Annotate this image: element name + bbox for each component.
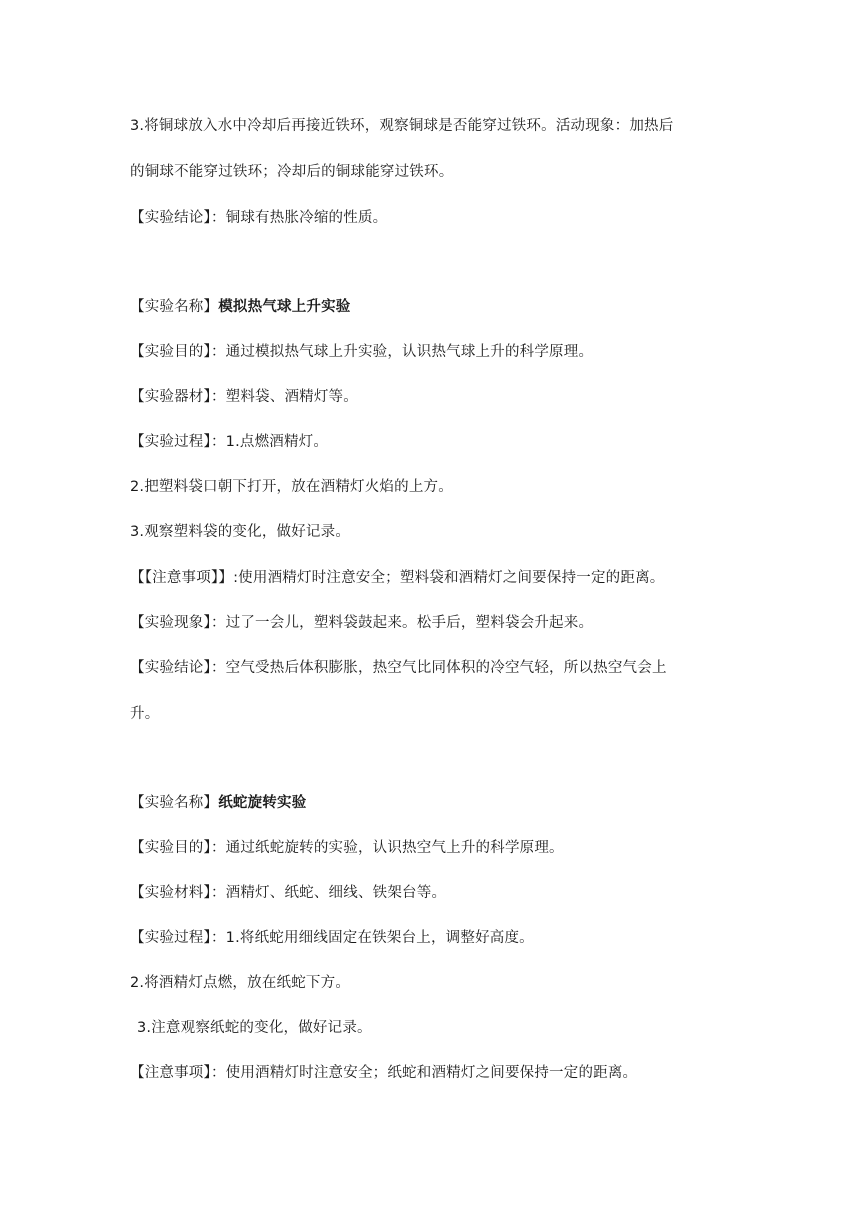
snake-process-step-2: 2.将酒精灯点燃，放在纸蛇下方。 [130,975,351,991]
snake-name-label: 【实验名称】 [130,795,219,811]
balloon-conclusion-line-1: 【实验结论】：空气受热后体积膨胀，热空气比同体积的冷空气轻，所以热空气会上 [130,660,667,676]
snake-materials: 【实验材料】：酒精灯、纸蛇、细线、铁架台等。 [130,885,447,901]
prev-step-3-line-1: 3.将铜球放入水中冷却后再接近铁环，观察铜球是否能穿过铁环。活动现象：加热后 [130,118,674,134]
snake-notes: 【注意事项】：使用酒精灯时注意安全；纸蛇和酒精灯之间要保持一定的距离。 [130,1065,638,1081]
snake-process-step-3: 3.注意观察纸蛇的变化，做好记录。 [137,1020,372,1036]
balloon-experiment-name [130,297,351,317]
snake-name-value: 纸蛇旋转实验 [218,795,307,811]
snake-experiment-name [130,793,306,813]
balloon-name-label: 【实验名称】 [130,299,219,315]
balloon-phenomenon: 【实验现象】：过了一会儿，塑料袋鼓起来。松手后，塑料袋会升起来。 [130,615,594,631]
balloon-process-step-3: 3.观察塑料袋的变化，做好记录。 [130,524,351,540]
balloon-notes: 【【注意事项】】:使用酒精灯时注意安全；塑料袋和酒精灯之间要保持一定的距离。 [130,570,665,586]
balloon-purpose: 【实验目的】：通过模拟热气球上升实验，认识热气球上升的科学原理。 [130,344,594,360]
prev-step-3-line-2: 的铜球不能穿过铁环；冷却后的铜球能穿过铁环。 [130,164,454,180]
snake-process-step-1: 【实验过程】：1.将纸蛇用细线固定在铁架台上，调整好高度。 [130,930,534,946]
balloon-name-value: 模拟热气球上升实验 [218,299,351,315]
balloon-process-step-2: 2.把塑料袋口朝下打开，放在酒精灯火焰的上方。 [130,479,453,495]
snake-purpose: 【实验目的】：通过纸蛇旋转的实验，认识热空气上升的科学原理。 [130,840,564,856]
balloon-process-step-1: 【实验过程】：1.点燃酒精灯。 [130,434,329,450]
prev-conclusion: 【实验结论】：铜球有热胀冷缩的性质。 [130,210,388,226]
balloon-conclusion-line-2: 升。 [130,706,160,722]
balloon-equipment: 【实验器材】：塑料袋、酒精灯等。 [130,389,358,405]
